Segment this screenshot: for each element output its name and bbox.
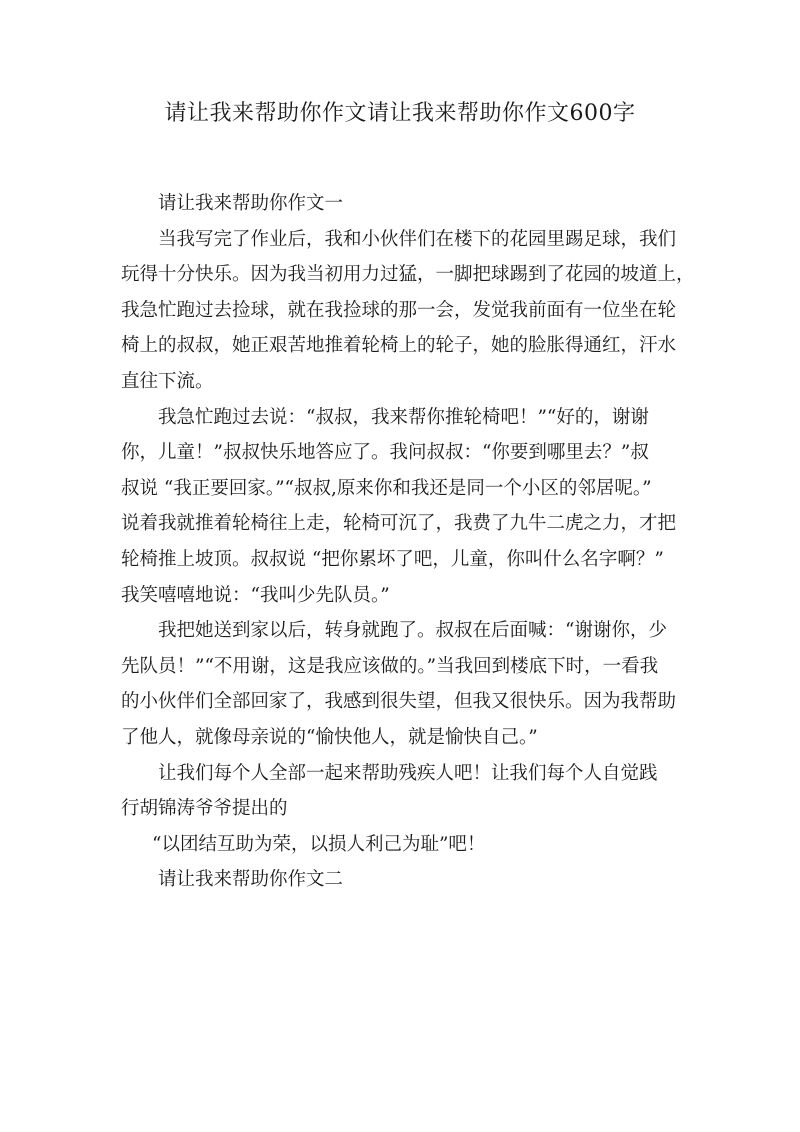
text-line: “以团结互助为荣，以损人利己为耻”吧！ xyxy=(152,833,486,855)
text-line: 请让我来帮助你作文一 xyxy=(158,193,344,214)
text-line: 说着我就推着轮椅往上走，轮椅可沉了，我费了九牛二虎之力，才把 xyxy=(121,513,677,535)
text-line: 直往下流。 xyxy=(121,370,214,392)
text-line: 了他人，就像母亲说的“愉快他人，就是愉快自己。” xyxy=(121,726,538,748)
text-line: 我笑嘻嘻地说：“我叫少先队员。” xyxy=(121,584,390,606)
text-line: 轮椅推上坡顶。叔叔说 “把你累坏了吧，儿童，你叫什么名字啊？” xyxy=(121,548,664,570)
text-line: 玩得十分快乐。因为我当初用力过猛，一脚把球踢到了花园的坡道上， xyxy=(121,264,695,286)
text-line: 你，儿童！”叔叔快乐地答应了。我问叔叔：“你要到哪里去？”叔 xyxy=(121,442,649,464)
text-line: 我急忙跑过去捡球，就在我捡球的那一会，发觉我前面有一位坐在轮 xyxy=(121,299,677,321)
text-line: 的小伙伴们全部回家了，我感到很失望，但我又很快乐。因为我帮助 xyxy=(121,691,677,713)
text-line: 行胡锦涛爷爷提出的 xyxy=(121,798,288,820)
text-line: 当我写完了作业后，我和小伙伴们在楼下的花园里踢足球，我们 xyxy=(158,228,677,250)
document-title: 请让我来帮助你作文请让我来帮助你作文600字 xyxy=(164,101,636,126)
document-body xyxy=(121,186,695,898)
text-line: 先队员！”“不用谢，这是我应该做的。”当我回到楼底下时，一看我 xyxy=(121,655,659,677)
text-line: 叔说 “我正要回家。”“叔叔,原来你和我还是同一个小区的邻居呢。” xyxy=(121,477,652,499)
text-line: 我急忙跑过去说：“叔叔，我来帮你推轮椅吧！”“好的，谢谢 xyxy=(158,406,649,428)
text-line: 请让我来帮助你作文二 xyxy=(158,869,344,891)
text-line: 让我们每个人全部一起来帮助残疾人吧！让我们每个人自觉践 xyxy=(158,762,658,784)
text-line: 椅上的叔叔，她正艰苦地推着轮椅上的轮子，她的脸胀得通红，汗水 xyxy=(121,335,677,357)
text-line: 我把她送到家以后，转身就跑了。叔叔在后面喊：“谢谢你，少 xyxy=(158,620,667,642)
